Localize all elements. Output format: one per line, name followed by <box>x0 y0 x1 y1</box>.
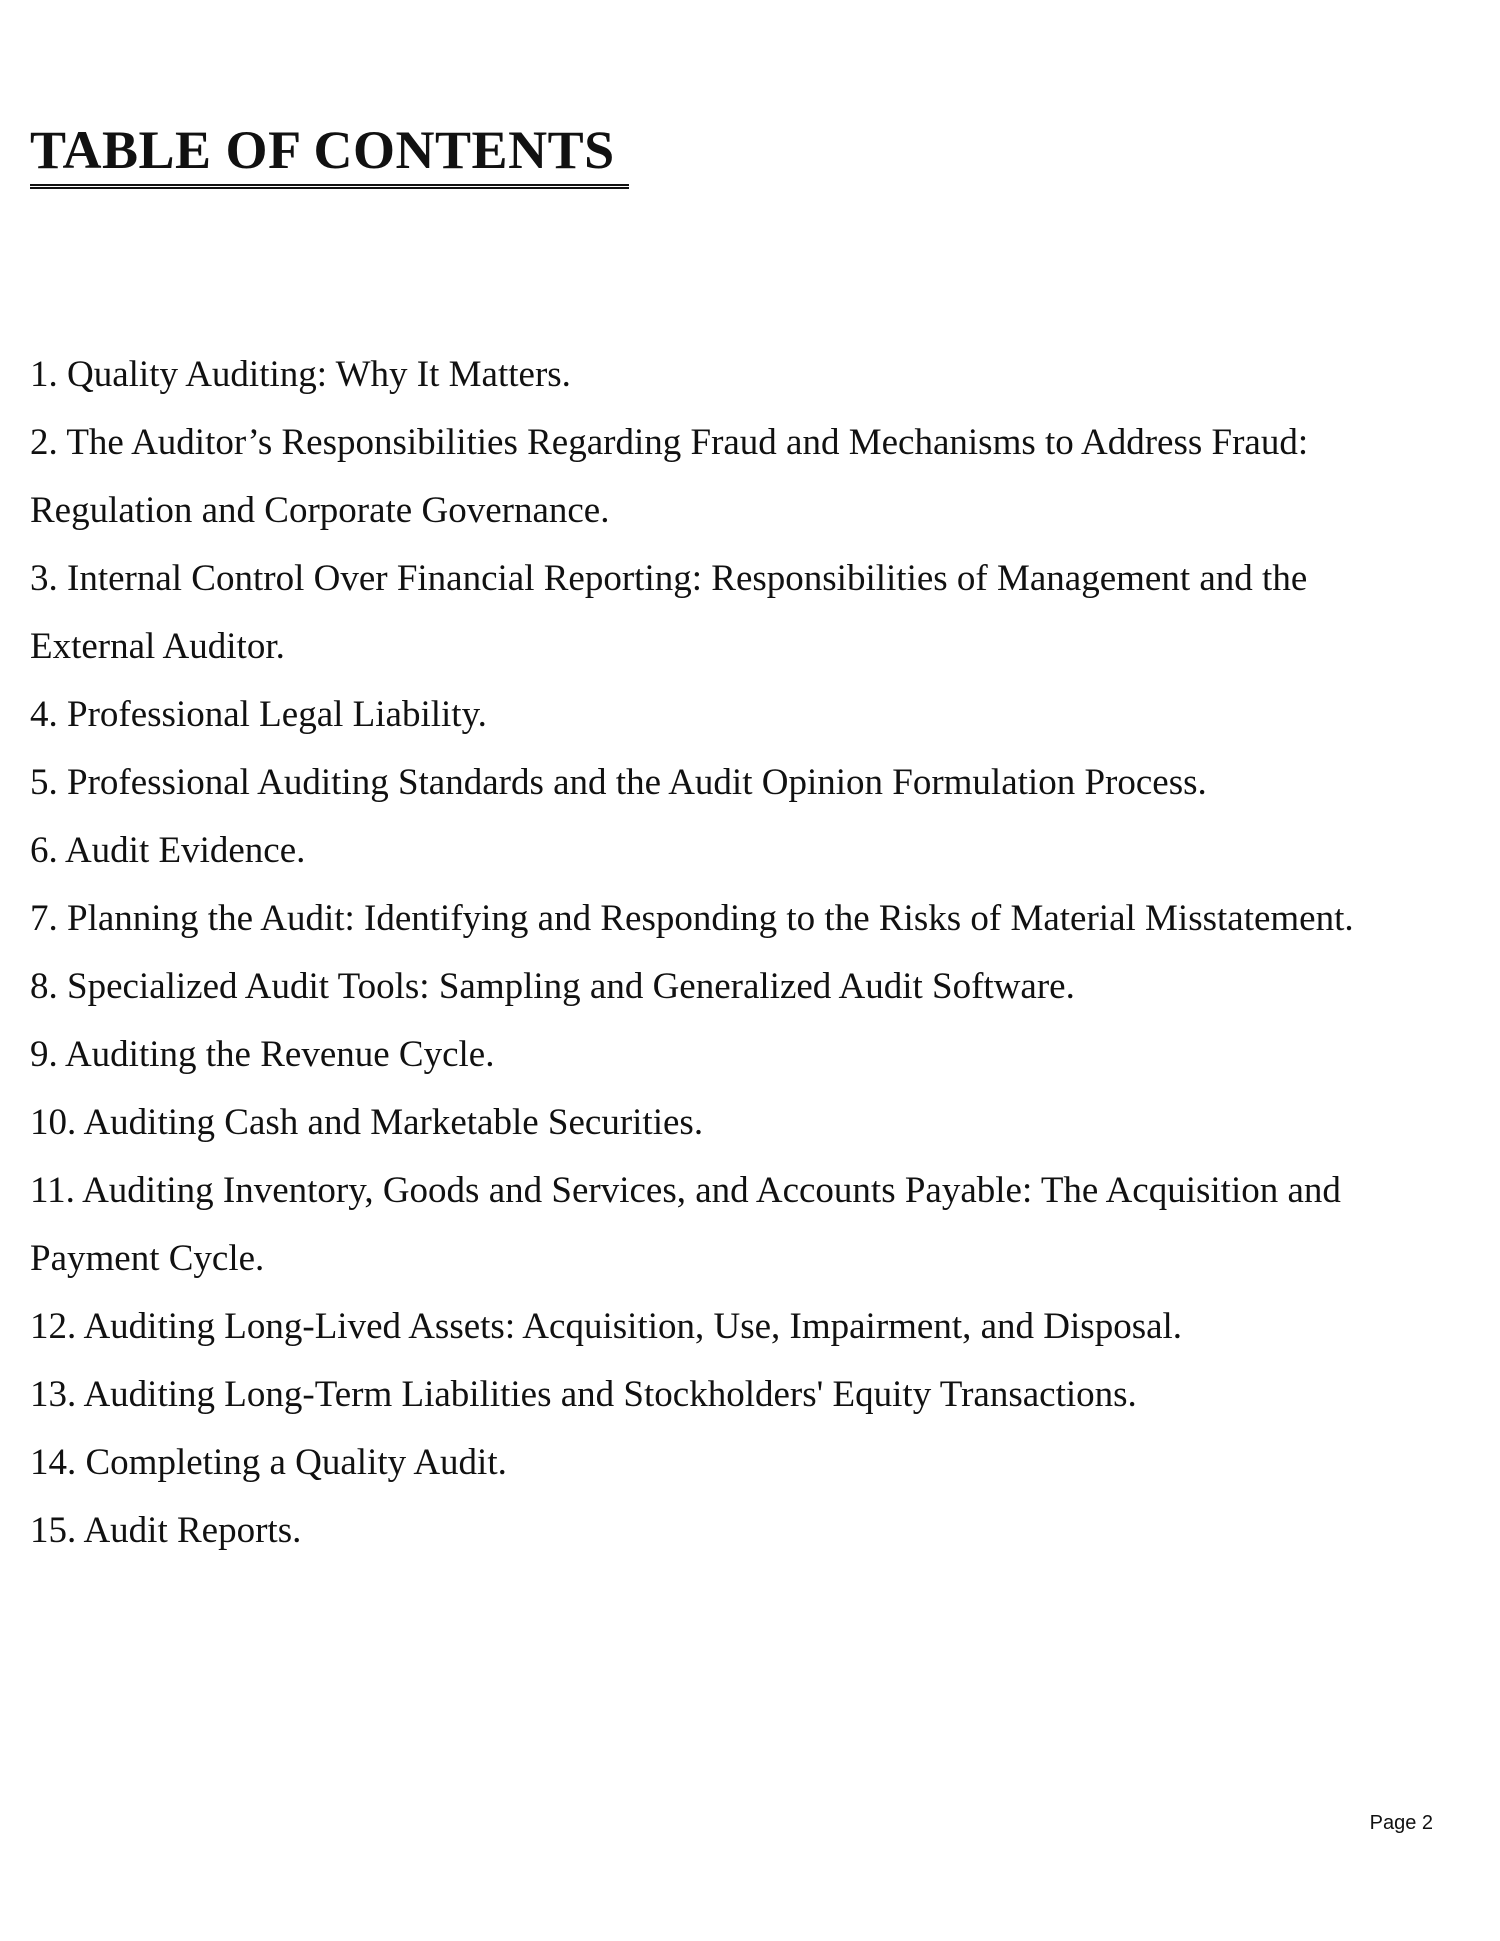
page-number: Page 2 <box>1369 1812 1433 1834</box>
toc-line: 7. Planning the Audit: Identifying and Responding to the Risks of Material Misstatement. <box>30 898 1354 939</box>
toc-line: 1. Quality Auditing: Why It Matters. <box>30 354 571 395</box>
toc-line: 5. Professional Auditing Standards and the Audit Opinion Formulation Process. <box>30 762 1207 803</box>
toc-line: 14. Completing a Quality Audit. <box>30 1442 507 1483</box>
table-of-contents <box>30 341 1450 1565</box>
toc-line: Regulation and Corporate Governance. <box>30 490 610 531</box>
toc-line: 9. Auditing the Revenue Cycle. <box>30 1034 495 1075</box>
toc-line: 6. Audit Evidence. <box>30 830 306 871</box>
toc-line: 4. Professional Legal Liability. <box>30 694 487 735</box>
toc-line: 12. Auditing Long-Lived Assets: Acquisition, Use, Impairment, and Disposal. <box>30 1306 1183 1347</box>
page-title: TABLE OF CONTENTS <box>30 118 629 189</box>
toc-line: 2. The Auditor’s Responsibilities Regarding Fraud and Mechanisms to Address Fraud: <box>30 422 1309 463</box>
toc-line: Payment Cycle. <box>30 1238 265 1279</box>
toc-line: External Auditor. <box>30 626 285 667</box>
toc-line: 15. Audit Reports. <box>30 1510 302 1551</box>
toc-line: 11. Auditing Inventory, Goods and Services, and Accounts Payable: The Acquisition and <box>30 1170 1341 1211</box>
title-block <box>30 118 629 189</box>
toc-line: 3. Internal Control Over Financial Reporting: Responsibilities of Management and the <box>30 558 1308 599</box>
toc-line: 10. Auditing Cash and Marketable Securities. <box>30 1102 704 1143</box>
toc-line: 13. Auditing Long-Term Liabilities and Stockholders' Equity Transactions. <box>30 1374 1137 1415</box>
toc-line: 8. Specialized Audit Tools: Sampling and Generalized Audit Software. <box>30 966 1075 1007</box>
